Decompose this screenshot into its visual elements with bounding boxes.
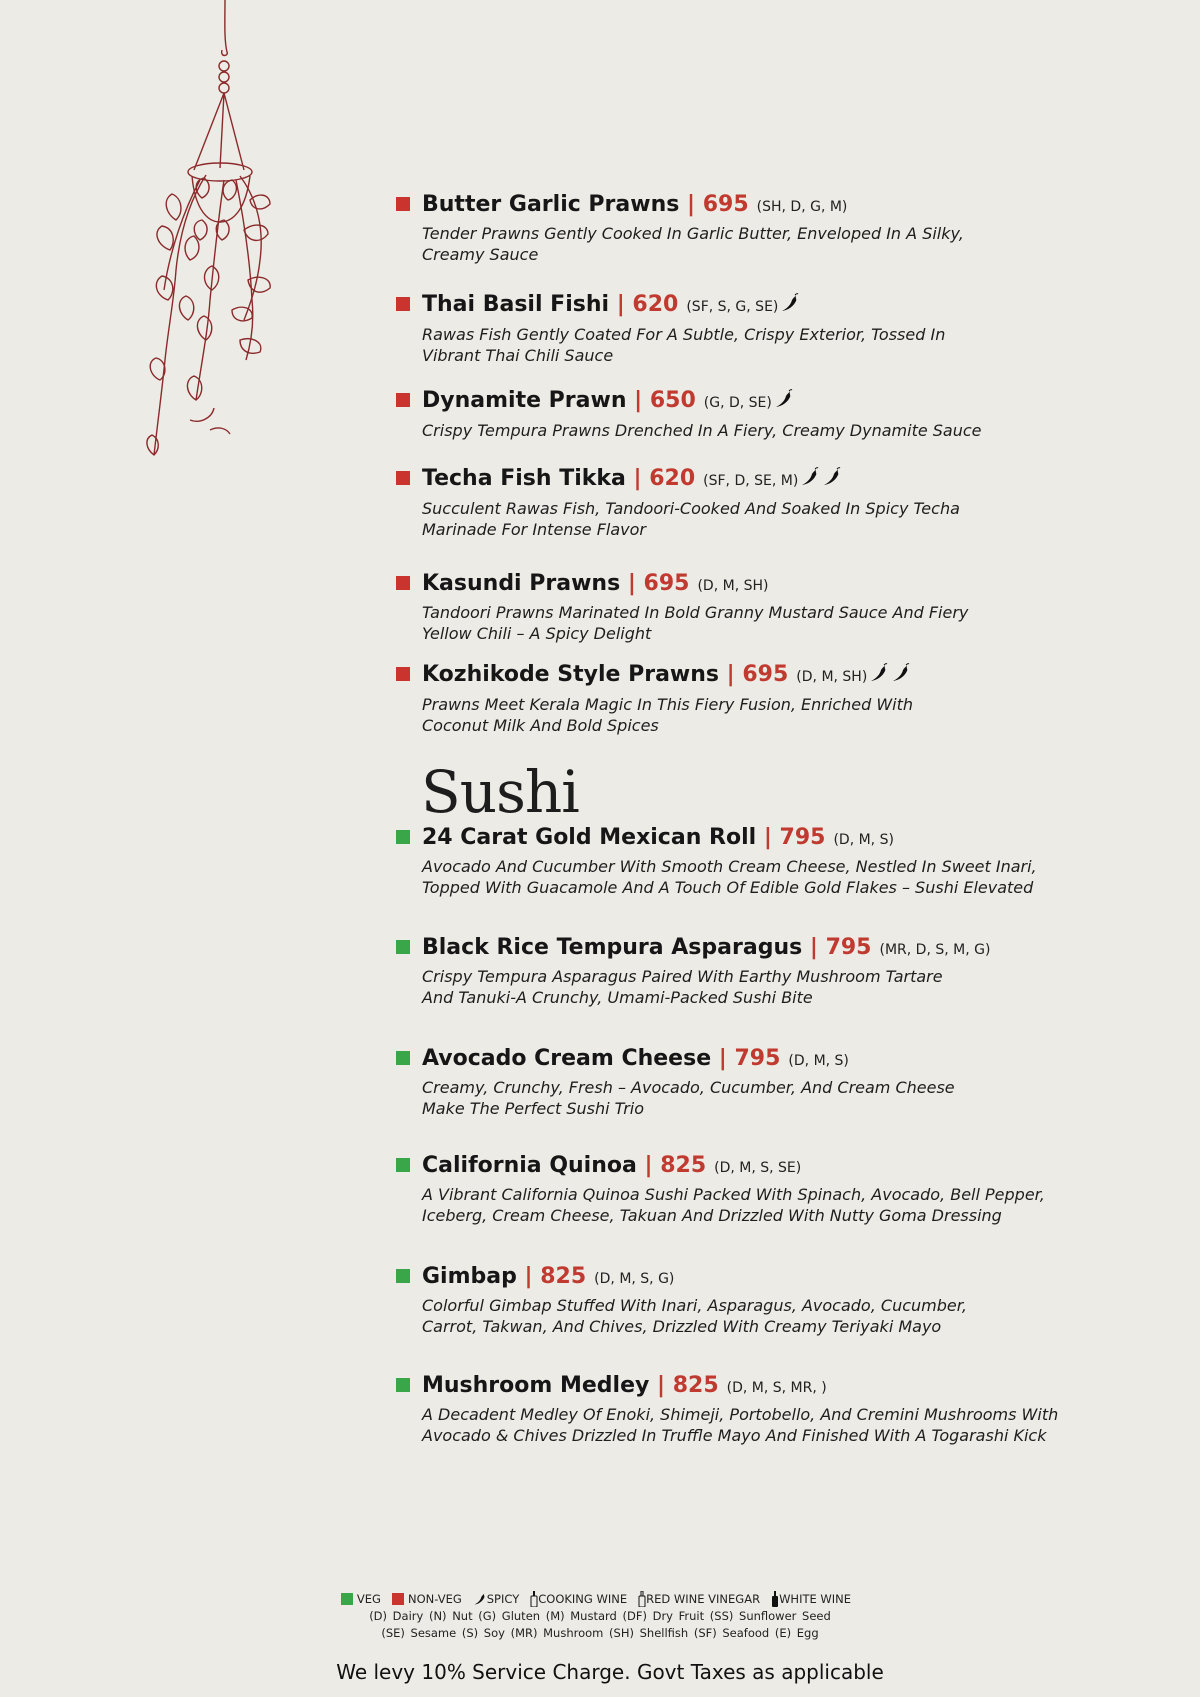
hanging-plant-illustration xyxy=(140,0,290,480)
item-description-line-1: Crispy Tempura Asparagus Paired With Earthy Mushroom Tartare xyxy=(422,967,943,986)
item-name: Black Rice Tempura Asparagus xyxy=(422,935,803,960)
item-description xyxy=(422,1404,1122,1446)
menu-item xyxy=(396,662,1136,736)
chili-pepper-icon xyxy=(774,389,794,417)
section-title-sushi: Sushi xyxy=(421,758,579,826)
menu-item xyxy=(396,571,1136,644)
legend-red-wine-vinegar: RED WINE VINEGAR xyxy=(646,1592,761,1606)
item-description-line-1: A Vibrant California Quinoa Sushi Packed With Spinach, Avocado, Bell Pepper, xyxy=(422,1185,1045,1204)
item-allergens: (MR, D, S, M, G) xyxy=(879,942,991,958)
veg-square-icon xyxy=(396,1158,410,1172)
item-allergens: (D, M, SH) xyxy=(697,578,769,594)
item-price: 620 xyxy=(632,292,679,317)
chili-pepper-icon xyxy=(800,467,820,495)
item-price: 695 xyxy=(643,571,690,596)
item-description xyxy=(422,694,1122,736)
item-name: Kasundi Prawns xyxy=(422,571,621,596)
veg-square-icon xyxy=(396,1378,410,1392)
item-description xyxy=(422,856,1122,898)
item-allergens: (D, M, S) xyxy=(833,832,894,848)
menu-item xyxy=(396,1373,1136,1446)
item-description-line-2: Marinade For Intense Flavor xyxy=(422,520,646,539)
item-allergens: (D, M, S, MR, ) xyxy=(726,1380,827,1396)
item-price: 695 xyxy=(742,662,789,687)
non-veg-square-icon xyxy=(392,1593,404,1605)
item-description xyxy=(422,966,1122,1008)
legend-non-veg: NON-VEG xyxy=(407,1592,462,1606)
price-separator: | xyxy=(649,1373,673,1398)
item-description-line-1: Rawas Fish Gently Coated For A Subtle, Crispy Exterior, Tossed In xyxy=(422,325,946,344)
legend-spicy: SPICY xyxy=(486,1592,520,1606)
legend-veg: VEG xyxy=(356,1592,381,1606)
cooking-wine-bottle-icon xyxy=(530,1591,538,1607)
item-description-line-1: Tandoori Prawns Marinated In Bold Granny Mustard Sauce And Fiery xyxy=(422,603,969,622)
item-price: 695 xyxy=(702,192,749,217)
item-name: Dynamite Prawn xyxy=(422,388,627,413)
item-allergens: (D, M, SH) xyxy=(796,669,868,685)
item-price: 825 xyxy=(660,1153,707,1178)
price-separator: | xyxy=(756,825,780,850)
veg-square-icon xyxy=(396,1269,410,1283)
menu-item xyxy=(396,935,1136,1008)
veg-square-icon xyxy=(396,940,410,954)
non-veg-square-icon xyxy=(396,576,410,590)
price-separator: | xyxy=(609,292,633,317)
item-allergens: (D, M, S, SE) xyxy=(714,1160,802,1176)
item-description xyxy=(422,498,1122,540)
menu-item xyxy=(396,466,1136,540)
item-description xyxy=(422,1295,1122,1337)
non-veg-square-icon xyxy=(396,471,410,485)
chili-pepper-icon xyxy=(869,663,889,691)
price-separator: | xyxy=(516,1264,541,1289)
menu-item xyxy=(396,388,1136,441)
item-name: Gimbap xyxy=(422,1264,517,1289)
allergen-key-row-1: (D) Dairy (N) Nut (G) Gluten (M) Mustard (DF) Dry Fruit (SS) Sunflower Seed xyxy=(369,1609,831,1623)
item-price: 650 xyxy=(649,388,696,413)
item-allergens: (SF, D, SE, M) xyxy=(703,473,799,489)
item-description-line-1: Colorful Gimbap Stuffed With Inari, Asparagus, Avocado, Cucumber, xyxy=(422,1296,967,1315)
item-price: 795 xyxy=(779,825,826,850)
non-veg-square-icon xyxy=(396,393,410,407)
item-description-line-1: Creamy, Crunchy, Fresh – Avocado, Cucumber, And Cream Cheese xyxy=(422,1078,955,1097)
item-description-line-2: Coconut Milk And Bold Spices xyxy=(422,716,659,735)
chili-pepper-icon xyxy=(780,293,800,321)
price-separator: | xyxy=(636,1153,661,1178)
menu-item xyxy=(396,192,1136,265)
item-description-line-2: Creamy Sauce xyxy=(422,245,539,264)
item-name: Kozhikode Style Prawns xyxy=(422,662,719,687)
item-allergens: (D, M, S, G) xyxy=(594,1271,675,1287)
item-description-line-2: And Tanuki-A Crunchy, Umami-Packed Sushi Bite xyxy=(422,988,813,1007)
item-description-line-1: Tender Prawns Gently Cooked In Garlic Butter, Enveloped In A Silky, xyxy=(422,224,964,243)
item-description-line-2: Make The Perfect Sushi Trio xyxy=(422,1099,644,1118)
item-description xyxy=(422,223,1122,265)
veg-square-icon xyxy=(396,1051,410,1065)
chili-pepper-icon xyxy=(822,467,842,495)
item-description-line-1: Avocado And Cucumber With Smooth Cream Cheese, Nestled In Sweet Inari, xyxy=(422,857,1037,876)
price-separator: | xyxy=(711,1046,735,1071)
item-name: Techa Fish Tikka xyxy=(422,466,626,491)
item-name: 24 Carat Gold Mexican Roll xyxy=(422,825,757,850)
item-description-line-2: Carrot, Takwan, And Chives, Drizzled With Creamy Teriyaki Mayo xyxy=(422,1317,942,1336)
non-veg-square-icon xyxy=(396,667,410,681)
item-description-line-2: Avocado & Chives Drizzled In Truffle Mayo And Finished With A Togarashi Kick xyxy=(422,1426,1047,1445)
item-allergens: (G, D, SE) xyxy=(703,395,772,411)
chili-pepper-icon xyxy=(473,1592,487,1606)
item-price: 795 xyxy=(734,1046,781,1071)
allergen-key-row-2: (SE) Sesame (S) Soy (MR) Mushroom (SH) Shellfish (SF) Seafood (E) Egg xyxy=(381,1626,819,1640)
price-separator: | xyxy=(719,662,743,687)
item-description-line-1: Crispy Tempura Prawns Drenched In A Fiery, Creamy Dynamite Sauce xyxy=(422,421,982,440)
price-separator: | xyxy=(679,192,703,217)
non-veg-square-icon xyxy=(396,297,410,311)
item-allergens: (SF, S, G, SE) xyxy=(686,299,779,315)
menu-item xyxy=(396,1264,1136,1337)
legend-cooking-wine: COOKING WINE xyxy=(538,1592,628,1606)
item-description xyxy=(422,324,1122,366)
menu-item xyxy=(396,825,1136,898)
veg-square-icon xyxy=(341,1593,353,1605)
service-charge-note: We levy 10% Service Charge. Govt Taxes as applicable xyxy=(336,1660,884,1684)
item-allergens: (D, M, S) xyxy=(788,1053,849,1069)
red-wine-vinegar-bottle-icon xyxy=(638,1591,646,1607)
price-separator: | xyxy=(625,466,650,491)
veg-square-icon xyxy=(396,830,410,844)
item-price: 795 xyxy=(825,935,872,960)
non-veg-square-icon xyxy=(396,197,410,211)
item-name: Avocado Cream Cheese xyxy=(422,1046,712,1071)
price-separator: | xyxy=(620,571,644,596)
legend-white-wine: WHITE WINE xyxy=(779,1592,852,1606)
item-description-line-1: Prawns Meet Kerala Magic In This Fiery Fusion, Enriched With xyxy=(422,695,914,714)
item-description xyxy=(422,602,1122,644)
item-description-line-2: Yellow Chili – A Spicy Delight xyxy=(422,624,652,643)
legend xyxy=(0,1590,1200,1642)
white-wine-bottle-icon xyxy=(771,1591,779,1607)
item-description xyxy=(422,1184,1122,1226)
menu-item xyxy=(396,1046,1136,1119)
item-name: Butter Garlic Prawns xyxy=(422,192,680,217)
item-name: California Quinoa xyxy=(422,1153,637,1178)
item-description-line-1: A Decadent Medley Of Enoki, Shimeji, Portobello, And Cremini Mushrooms With xyxy=(422,1405,1059,1424)
menu-item xyxy=(396,1153,1136,1226)
item-description xyxy=(422,1077,1122,1119)
price-separator: | xyxy=(626,388,650,413)
item-price: 825 xyxy=(540,1264,587,1289)
item-price: 620 xyxy=(649,466,696,491)
menu-item xyxy=(396,292,1136,366)
chili-pepper-icon xyxy=(891,663,911,691)
item-name: Thai Basil Fishi xyxy=(422,292,610,317)
item-description-line-2: Iceberg, Cream Cheese, Takuan And Drizzled With Nutty Goma Dressing xyxy=(422,1206,1002,1225)
item-description xyxy=(422,420,1122,441)
item-description-line-2: Topped With Guacamole And A Touch Of Edible Gold Flakes – Sushi Elevated xyxy=(422,878,1034,897)
item-name: Mushroom Medley xyxy=(422,1373,650,1398)
item-price: 825 xyxy=(672,1373,719,1398)
price-separator: | xyxy=(802,935,826,960)
item-description-line-1: Succulent Rawas Fish, Tandoori-Cooked And Soaked In Spicy Techa xyxy=(422,499,960,518)
item-allergens: (SH, D, G, M) xyxy=(756,199,848,215)
item-description-line-2: Vibrant Thai Chili Sauce xyxy=(422,346,614,365)
